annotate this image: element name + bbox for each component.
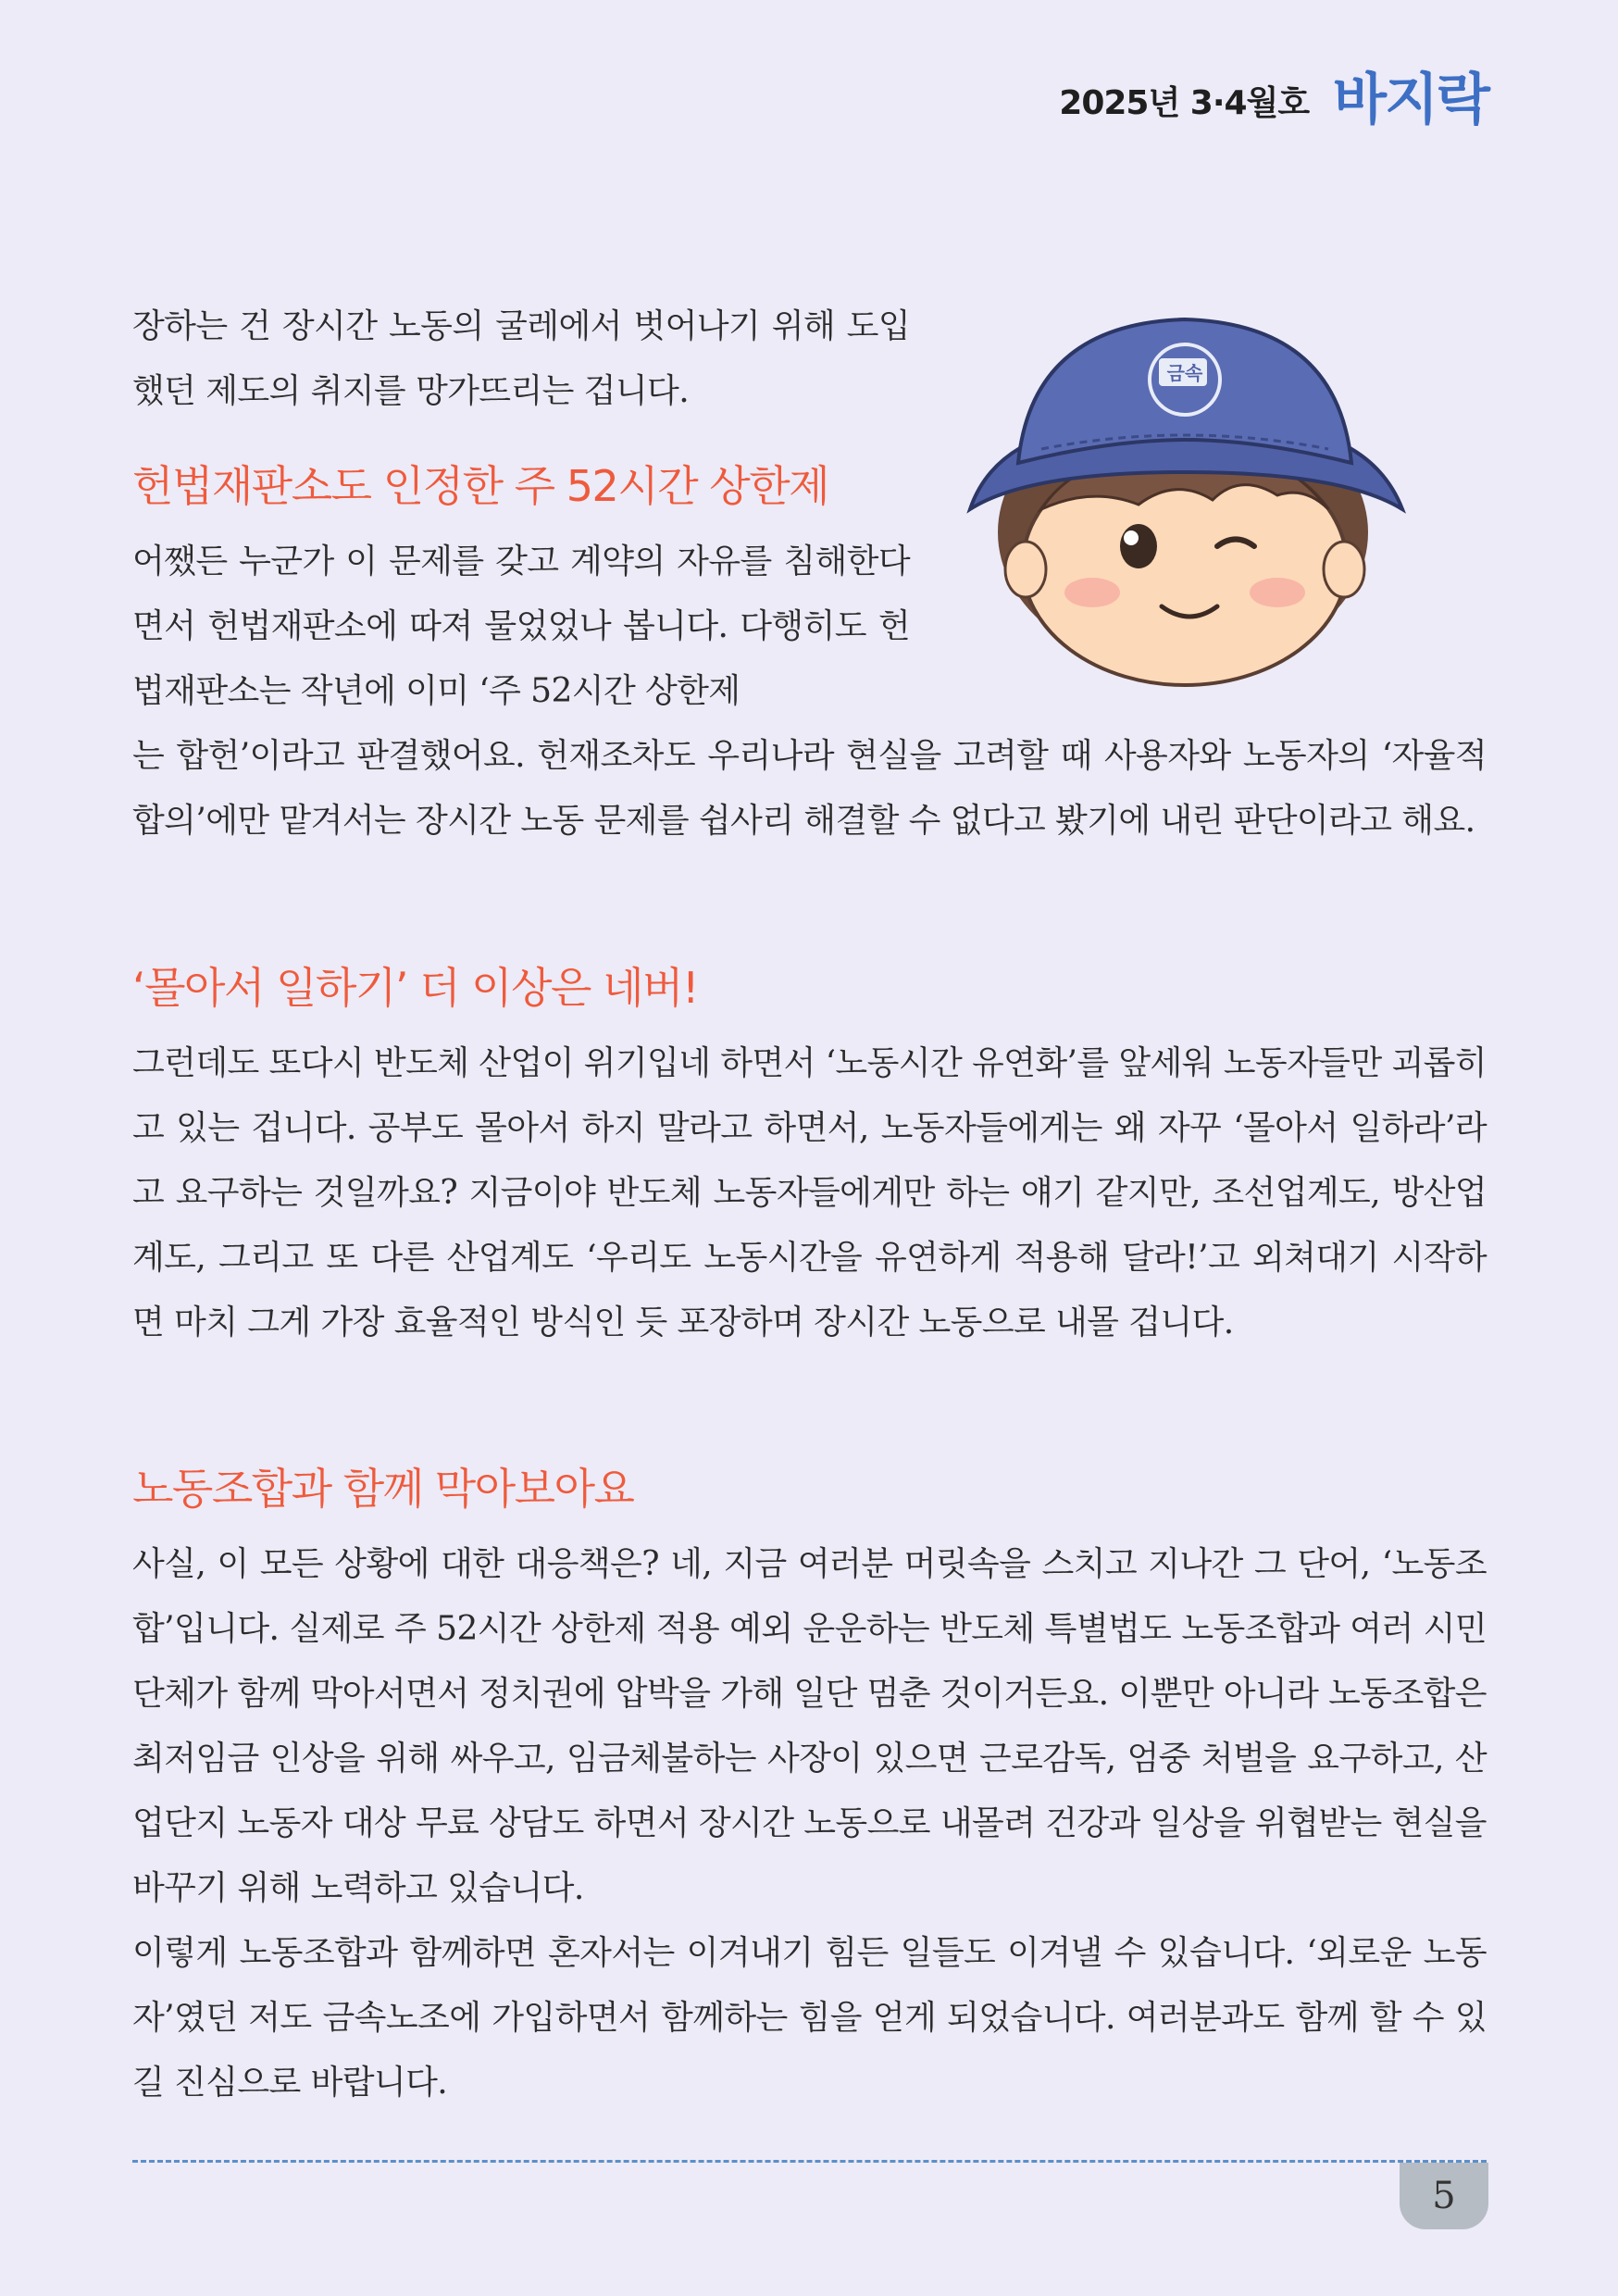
section-labor-union [132,1456,1487,2115]
section-3-paragraph-1: 사실, 이 모든 상황에 대한 대응책은? 네, 지금 여러분 머릿속을 스치고 지나간 그 단어, ‘노동조합’입니다. 실제로 주 52시간 상한제 적용 예외 운운하는 반도체 특별법도 노동조합과 여러 시민단체가 함께 막아서면서 정치권에 압박을 가해 일단 멈춘 것이거든요. 이뿐만 아니라 노동조합은 최저임금 인상을 위해 싸우고, 임금체불하는 사장이 있으면 근로감독, 엄중 처벌을 요구하고, 산업단지 노동자 대상 무료 상담도 하면서 장시간 노동으로 내몰려 건강과 일상을 위협받는 현실을 바꾸기 위해 노력하고 있습니다. [132,1545,1487,1907]
section-constitutional-court [132,454,910,724]
issue-date: 2025년 3·4월호 [1059,83,1310,122]
section-1-paragraph-narrow: 어쨌든 누군가 이 문제를 갖고 계약의 자유를 침해한다면서 헌법재판소에 따져 물었었나 봅니다. 다행히도 헌법재판소는 작년에 이미 ‘주 52시간 상한제 [132,543,910,710]
section-heading-2: ‘몰아서 일하기’ 더 이상은 네버! [132,963,698,1013]
section-2-paragraph: 그런데도 또다시 반도체 산업이 위기입네 하면서 ‘노동시간 유연화’를 앞세워 노동자들만 괴롭히고 있는 겁니다. 공부도 몰아서 하지 말라고 하면서, 노동자들에게는 왜 자꾸 ‘몰아서 일하라’라고 요구하는 것일까요? 지금이야 반도체 노동자들에게만 하는 얘기 같지만, 조선업계도, 방산업계도, 그리고 또 다른 산업계도 ‘우리도 노동시간을 유연하게 적용해 달라!’고 외쳐대기 시작하면 마치 그게 가장 효율적인 방식인 듯 포장하며 장시간 노동으로 내몰 겁니다. [132,1044,1487,1341]
page-number: 5 [1400,2163,1488,2229]
cap-emblem-text: 금속 [1166,362,1203,384]
intro-paragraph: 장하는 건 장시간 노동의 굴레에서 벗어나기 위해 도입했던 제도의 취지를 망가뜨리는 겁니다. [132,307,910,410]
intro-block [132,294,910,424]
section-constitutional-court-cont [132,724,1487,854]
footer-divider [132,2160,1487,2163]
section-no-more-crunch [132,955,1487,1355]
section-1-paragraph-wide: 는 합헌’이라고 판결했어요. 헌재조차도 우리나라 현실을 고려할 때 사용자와 노동자의 ‘자율적 합의’에만 맡겨서는 장시간 노동 문제를 쉽사리 해결할 수 없다고 봤기에 내린 판단이라고 해요. [132,737,1487,840]
page-header [1059,68,1488,132]
section-heading-1: 헌법재판소도 인정한 주 52시간 상한제 [132,461,829,511]
magazine-logo: 바지락 [1333,68,1488,132]
mascot-illustration [953,310,1416,699]
section-heading-3: 노동조합과 함께 막아보아요 [132,1464,634,1514]
section-3-paragraph-2: 이렇게 노동조합과 함께하면 혼자서는 이겨내기 힘든 일들도 이겨낼 수 있습니다. ‘외로운 노동자’였던 저도 금속노조에 가입하면서 함께하는 힘을 얻게 되었습니다. 여러분과도 함께 할 수 있길 진심으로 바랍니다. [132,1934,1487,2102]
